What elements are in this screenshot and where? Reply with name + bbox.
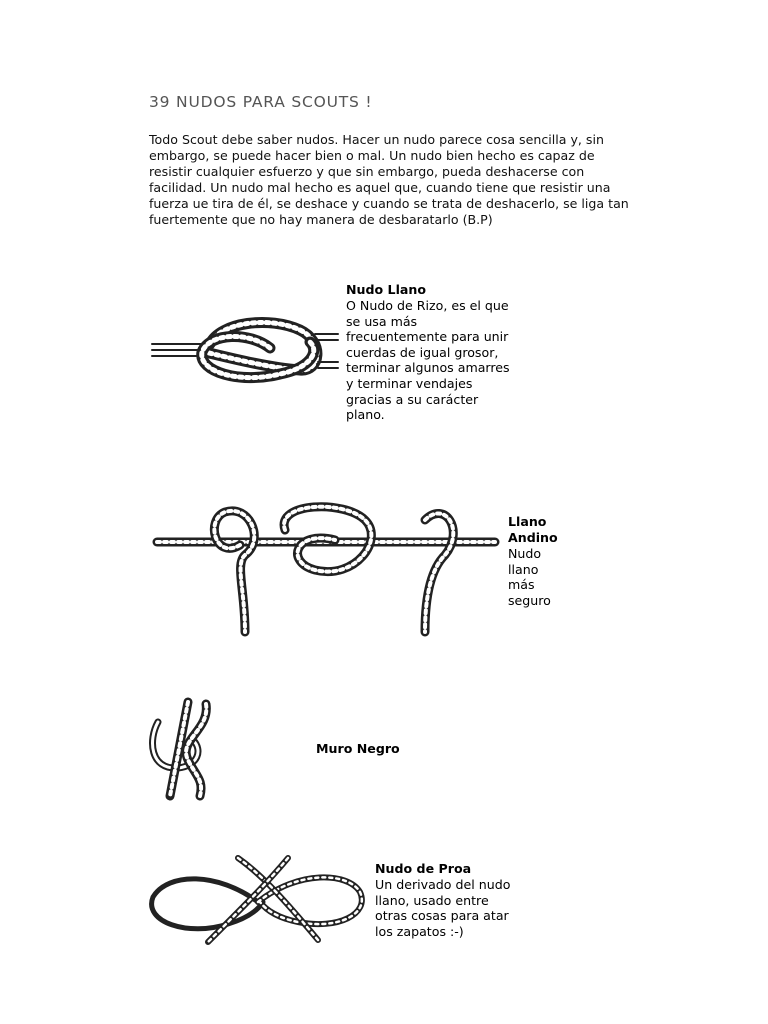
knot-title: Muro Negro [316, 741, 400, 756]
reef-knot-illustration [150, 312, 340, 392]
knot-muro-negro [316, 741, 466, 757]
knot-description: Un derivado del nudo llano, usado entre otras cosas para atar los zapatos :-) [375, 877, 511, 939]
knot-description: O Nudo de Rizo, es el que se usa más frecuentemente para unir cuerdas de igual grosor, terminar algunos amarres y terminar vendajes gracias a su carácter plano. [346, 298, 510, 423]
knot-title: Llano Andino [508, 514, 558, 545]
knot-nudo-llano [346, 282, 546, 423]
knot-llano-andino [508, 514, 578, 608]
intro-paragraph: Todo Scout debe saber nudos. Hacer un nudo parece cosa sencilla y, sin embargo, se puede hacer bien o mal. Un nudo bien hecho es capaz de resistir cualquier esfuerzo y que sin embargo, pueda deshacerse con facilidad. Un nudo mal hecho es aquel que, cuando tiene que resistir una fuerza ue tira de él, se deshace y cuando se trata de deshacerlo, se liga tan fuertemente que no hay manera de desbaratarlo (B.P) [149, 132, 629, 227]
page-title: 39 NUDOS PARA SCOUTS ! [149, 93, 373, 111]
bow-knot-illustration [148, 852, 370, 948]
andean-reef-knot-illustration [155, 500, 500, 640]
knot-nudo-de-proa [375, 861, 575, 939]
black-wall-knot-illustration [148, 700, 218, 800]
knot-title: Nudo Llano [346, 282, 427, 297]
knot-title: Nudo de Proa [375, 861, 472, 876]
knot-description: Nudo llano más seguro [508, 546, 551, 608]
